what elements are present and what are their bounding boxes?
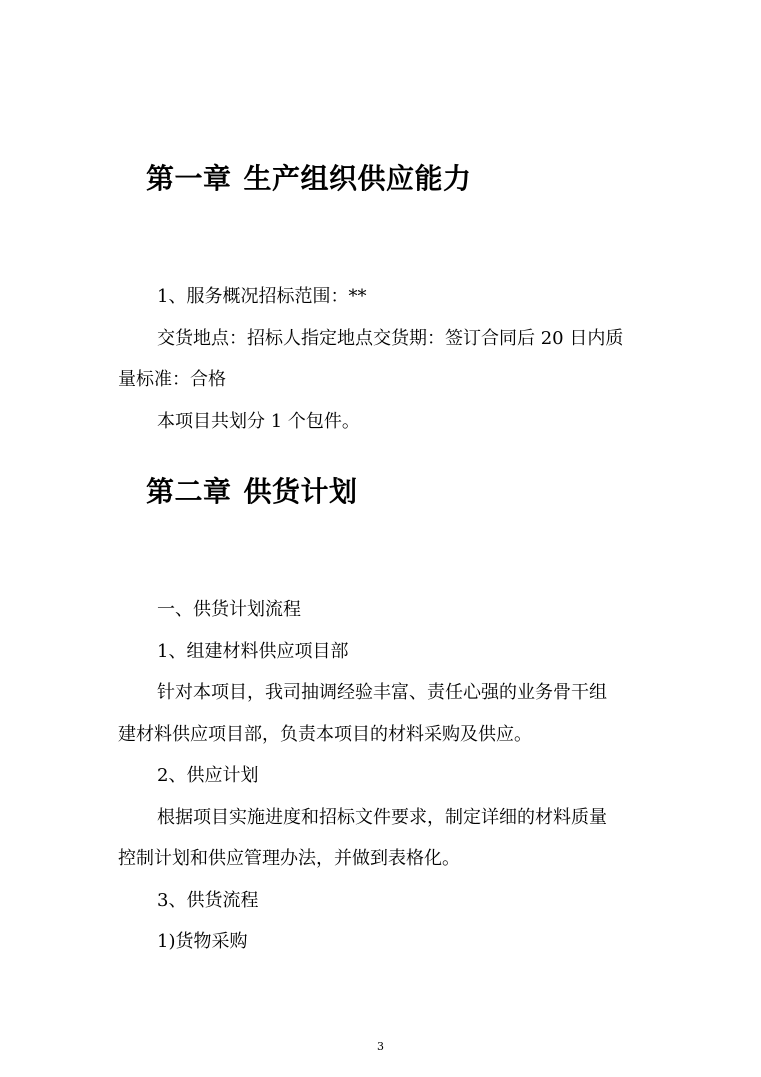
chapter-1-title: 生产组织供应能力 <box>243 162 472 195</box>
supply-plan-process-heading: 一、供货计划流程 <box>157 599 301 620</box>
chapter-2-title: 供货计划 <box>243 475 358 508</box>
delivery-line: 交货地点：招标人指定地点交货期：签订合同后 20 日内质 <box>157 328 624 349</box>
quality-standard-line: 量标准：合格 <box>118 369 226 390</box>
item-3-title: 3、供货流程 <box>157 890 259 911</box>
item-1-body-line-2: 建材料供应项目部，负责本项目的材料采购及供应。 <box>118 724 532 745</box>
item-2-body-line-1: 根据项目实施进度和招标文件要求，制定详细的材料质量 <box>157 807 607 828</box>
item-1-body-line-1: 针对本项目，我司抽调经验丰富、责任心强的业务骨干组 <box>157 682 607 703</box>
chapter-2-label: 第二章 <box>146 475 232 508</box>
item-2-body-line-2: 控制计划和供应管理办法，并做到表格化。 <box>118 848 460 869</box>
chapter-1-heading <box>146 162 472 196</box>
item-1-title: 1、组建材料供应项目部 <box>157 641 349 662</box>
item-3-sub-1: 1)货物采购 <box>157 931 248 952</box>
page-number: 3 <box>377 1040 384 1053</box>
item-2-title: 2、供应计划 <box>157 765 259 786</box>
chapter-2-heading <box>146 475 358 509</box>
service-scope-line: 1、服务概况招标范围：** <box>157 286 367 307</box>
package-count-line: 本项目共划分 1 个包件。 <box>157 411 360 432</box>
chapter-1-label: 第一章 <box>146 162 232 195</box>
